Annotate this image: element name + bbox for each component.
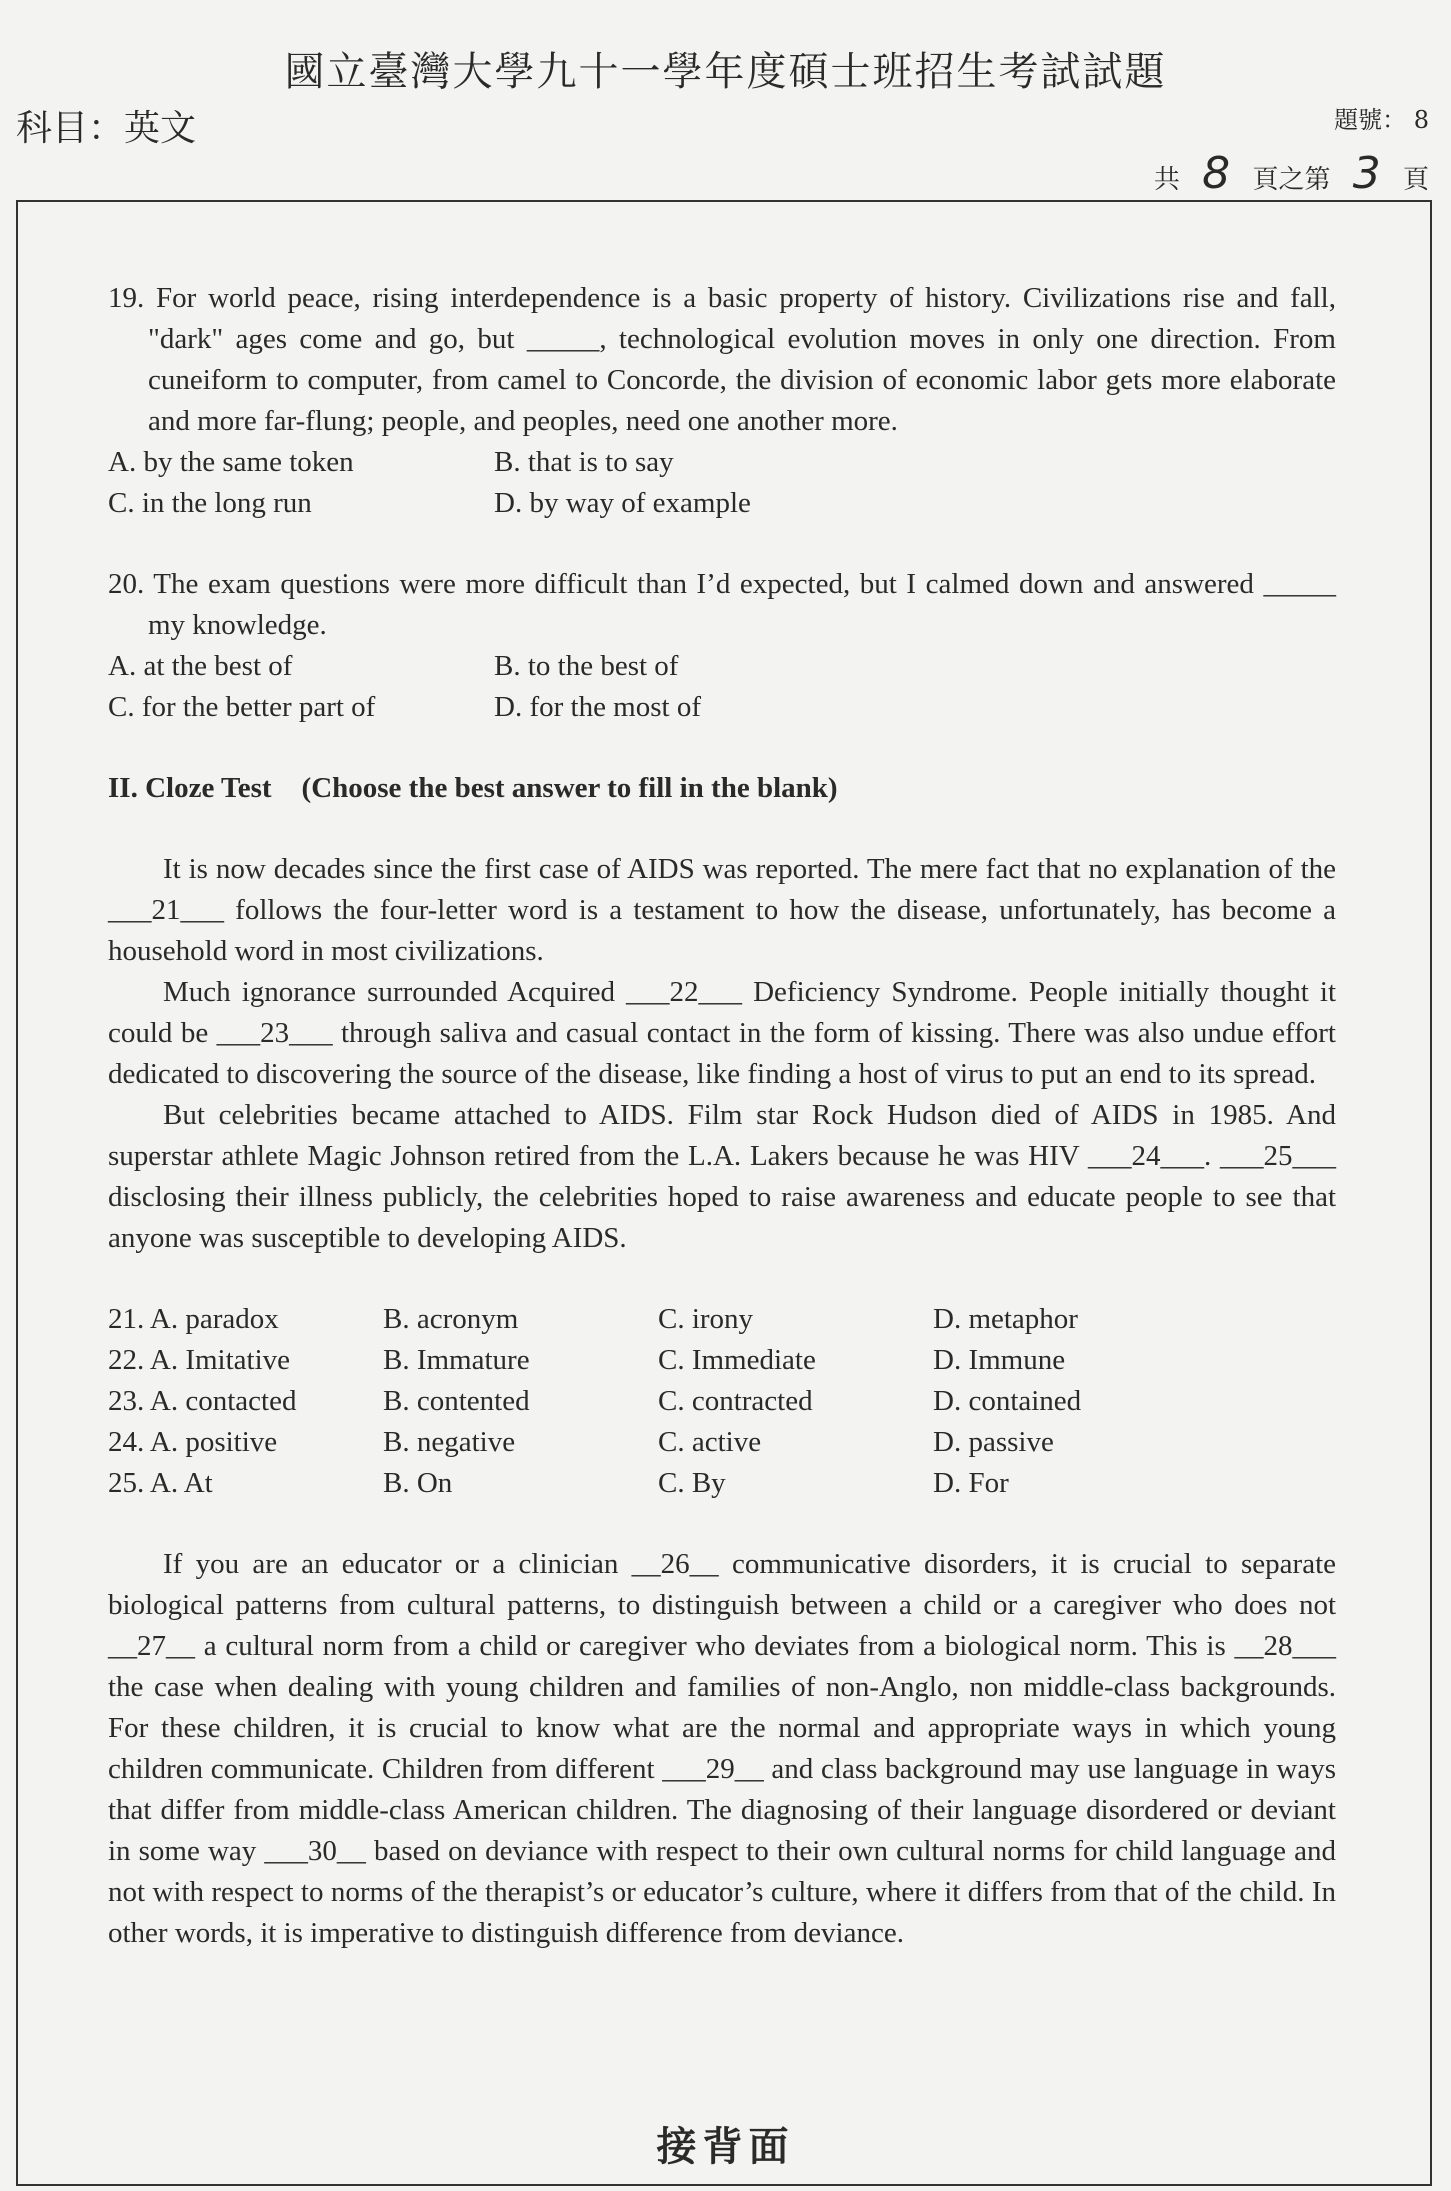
question-19 <box>108 278 1336 524</box>
choice-d: D. passive <box>933 1426 1054 1458</box>
choice-row <box>108 1422 1336 1463</box>
choice-b: B. acronym <box>383 1303 519 1335</box>
option-a: A. at the best of <box>108 650 293 682</box>
choice-d: D. contained <box>933 1385 1082 1417</box>
exam-content <box>108 278 1336 1954</box>
question-stem: 19. For world peace, rising interdependence is a basic property of history. Civilizations rise and fall, "dark" ages come and go, but _____, technological evolution moves in only one direction. From cuneiform to computer, from camel to Concorde, the division of economic labor gets more elaborate and more far-flung; people, and peoples, need one another more. <box>108 282 1336 437</box>
section-title: II. Cloze Test <box>108 772 272 804</box>
choice-row <box>108 1463 1336 1504</box>
choice-a: 21. A. paradox <box>108 1303 279 1335</box>
cloze-paragraph-1: It is now decades since the first case of AIDS was reported. The mere fact that no explanation of the ___21___ follows the four-letter word is a testament to how the disease, unfortunately, has become a household word in most civilizations. <box>108 853 1336 967</box>
page-prefix: 共 <box>1153 165 1180 195</box>
choice-c: C. irony <box>658 1303 754 1335</box>
choice-row <box>108 1340 1336 1381</box>
question-options <box>108 442 1336 524</box>
answer-choices <box>108 1299 1336 1504</box>
question-number: 題號： 8 <box>1334 106 1429 134</box>
question-20 <box>108 564 1336 728</box>
question-stem: 20. The exam questions were more difficult than I’d expected, but I calmed down and answered _____ my knowledge. <box>108 568 1336 641</box>
exam-title: 國立臺灣大學九十一學年度碩士班招生考試試題 <box>284 49 1167 95</box>
option-b: B. that is to say <box>494 446 674 478</box>
section-instruction: (Choose the best answer to fill in the blank) <box>301 772 838 804</box>
choice-a: 25. A. At <box>108 1467 213 1499</box>
choice-a: 22. A. Imitative <box>108 1344 291 1376</box>
choice-a: 24. A. positive <box>108 1426 278 1458</box>
option-c: C. in the long run <box>108 487 312 519</box>
choice-d: D. For <box>933 1467 1009 1499</box>
choice-row <box>108 1381 1336 1422</box>
option-b: B. to the best of <box>494 650 679 682</box>
choice-row <box>108 1299 1336 1340</box>
option-d: D. by way of example <box>494 487 751 519</box>
page-current: 3 <box>1352 148 1381 199</box>
cloze-paragraph-3: But celebrities became attached to AIDS. Film star Rock Hudson died of AIDS in 1985. And superstar athlete Magic Johnson retired from the L.A. Lakers because he was HIV ___24___. ___25___ disclosing their illness publicly, the celebrities hoped to raise awareness and educate people to see that anyone was susceptible to developing AIDS. <box>108 1099 1336 1254</box>
page-info <box>1154 148 1429 199</box>
choice-d: D. Immune <box>933 1344 1066 1376</box>
choice-c: C. By <box>658 1467 726 1499</box>
page-total: 8 <box>1202 148 1231 199</box>
option-d: D. for the most of <box>494 691 701 723</box>
cloze-paragraph-2: Much ignorance surrounded Acquired ___22___ Deficiency Syndrome. People initially thought it could be ___23___ through saliva and casual contact in the form of kissing. There was also undue effort dedicated to discovering the source of the disease, like finding a host of virus to put an end to its spread. <box>108 976 1336 1090</box>
choice-c: C. Immediate <box>658 1344 816 1376</box>
option-a: A. by the same token <box>108 446 354 478</box>
page-mid: 頁之第 <box>1252 165 1331 195</box>
section-heading <box>108 768 1336 809</box>
page-suffix: 頁 <box>1402 165 1429 195</box>
choice-b: B. negative <box>383 1426 516 1458</box>
choice-a: 23. A. contacted <box>108 1385 297 1417</box>
choice-c: C. contracted <box>658 1385 813 1417</box>
choice-b: B. contented <box>383 1385 530 1417</box>
choice-c: C. active <box>658 1426 762 1458</box>
option-c: C. for the better part of <box>108 691 376 723</box>
choice-b: B. On <box>383 1467 453 1499</box>
choice-d: D. metaphor <box>933 1303 1078 1335</box>
choice-b: B. Immature <box>383 1344 530 1376</box>
question-options <box>108 646 1336 728</box>
cloze-paragraph-4: If you are an educator or a clinician __26__ communicative disorders, it is crucial to separate biological patterns from cultural patterns, to distinguish between a child or a caregiver who does not __27__ a cultural norm from a child or caregiver who deviates from a biological norm. This is __28___ the case when dealing with young children and families of non-Anglo, non middle-class backgrounds. For these children, it is crucial to know what are the normal and appropriate ways in which young children communicate. Children from different ___29__ and class background may use language in ways that differ from middle-class American children. The diagnosing of their language disordered or deviant in some way ___30__ based on deviance with respect to their own cultural norms for child language and not with respect to norms of the therapist’s or educator’s culture, where it differs from that of the child. In other words, it is imperative to distinguish difference from deviance. <box>108 1548 1336 1949</box>
continue-overleaf: 接背面 <box>656 2123 795 2170</box>
subject-label: 科目：英文 <box>16 108 197 149</box>
